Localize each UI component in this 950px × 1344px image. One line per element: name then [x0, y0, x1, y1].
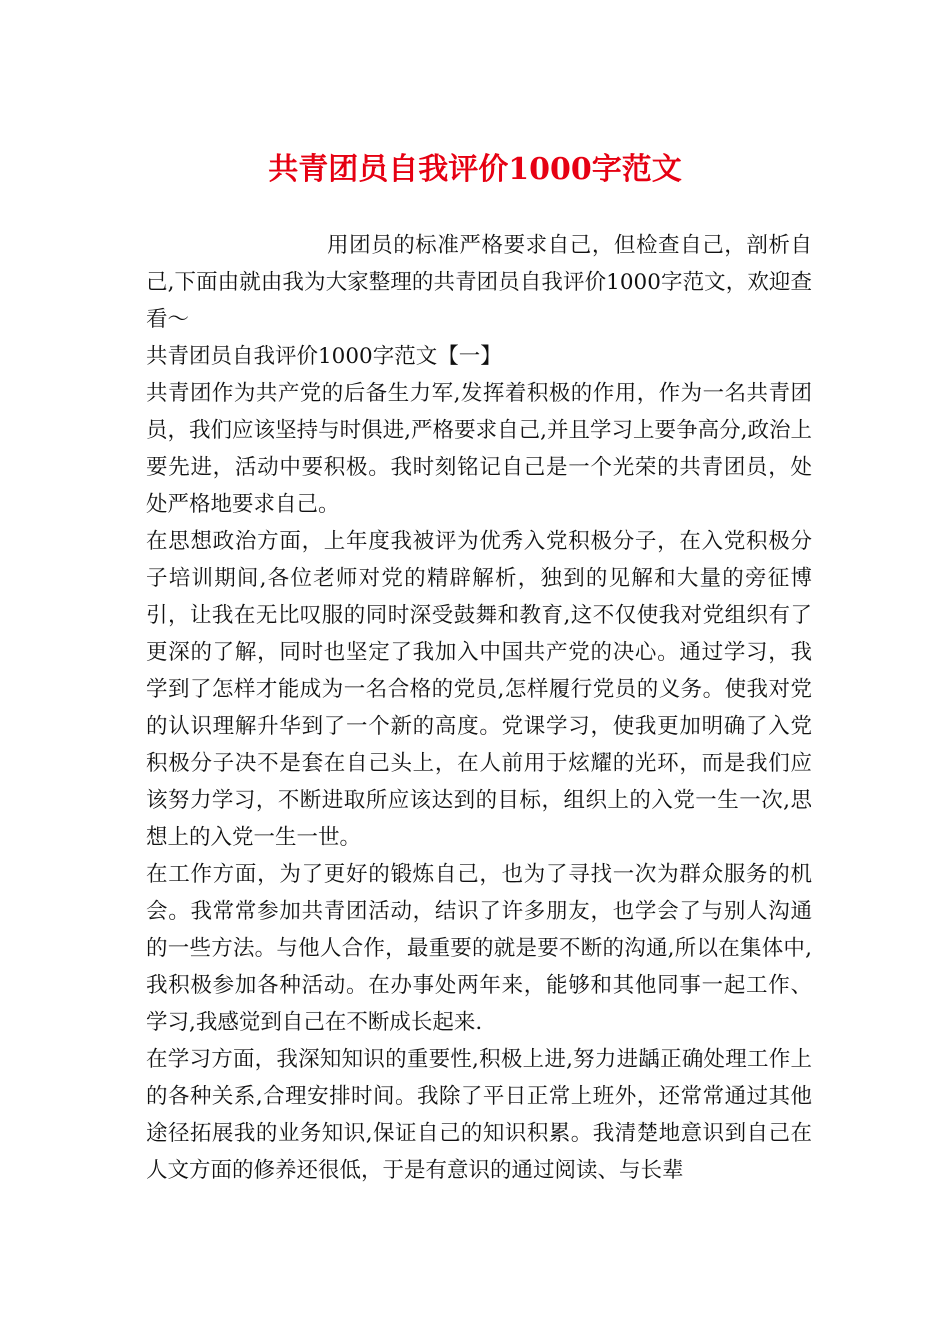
intro-paragraph: 用团员的标准严格要求自己，但检查自己，剖析自己,下面由就由我为大家整理的共青团员自我评价1000字范文，欢迎查看～: [146, 233, 812, 332]
body-paragraph: 在思想政治方面，上年度我被评为优秀入党积极分子，在入党积极分子培训期间,各位老师对党的精辟解析，独到的见解和大量的旁征博引，让我在无比叹服的同时深受鼓舞和教育,这不仅使我对党组织有了更深的了解，同时也坚定了我加入中国共产党的决心。通过学习，我学到了怎样才能成为一名合格的党员,怎样履行党员的义务。使我对党的认识理解升华到了一个新的高度。党课学习，使我更加明确了入党积极分子决不是套在自己头上，在人前用于炫耀的光环，而是我们应该努力学习，不断进取所应该达到的目标，组织上的入党一生一次,思想上的入党一生一世。: [146, 529, 812, 850]
body-paragraph: 共青团作为共产党的后备生力军,发挥着积极的作用，作为一名共青团员，我们应该坚持与时俱进,严格要求自己,并且学习上要争高分,政治上要先进，活动中要积极。我时刻铭记自己是一个光荣的共青团员，处处严格地要求自己。: [146, 381, 812, 517]
document-body: [146, 227, 812, 1189]
section-heading: 共青团员自我评价1000字范文【一】: [146, 344, 502, 369]
body-paragraph: 在学习方面，我深知知识的重要性,积极上进,努力进龋正确处理工作上的各种关系,合理安排时间。我除了平日正常上班外，还常常通过其他途径拓展我的业务知识,保证自己的知识积累。我清楚地意识到自己在人文方面的修养还很低，于是有意识的通过阅读、与长辈: [146, 1047, 812, 1183]
body-paragraph: 在工作方面，为了更好的锻炼自己，也为了寻找一次为群众服务的机会。我常常参加共青团活动，结识了许多朋友，也学会了与别人沟通的一些方法。与他人合作，最重要的就是要不断的沟通,所以在集体中,我积极参加各种活动。在办事处两年来，能够和其他同事一起工作、学习,我感觉到自己在不断成长起来.: [146, 862, 812, 1035]
document-title: 共青团员自我评价1000字范文: [268, 152, 682, 188]
